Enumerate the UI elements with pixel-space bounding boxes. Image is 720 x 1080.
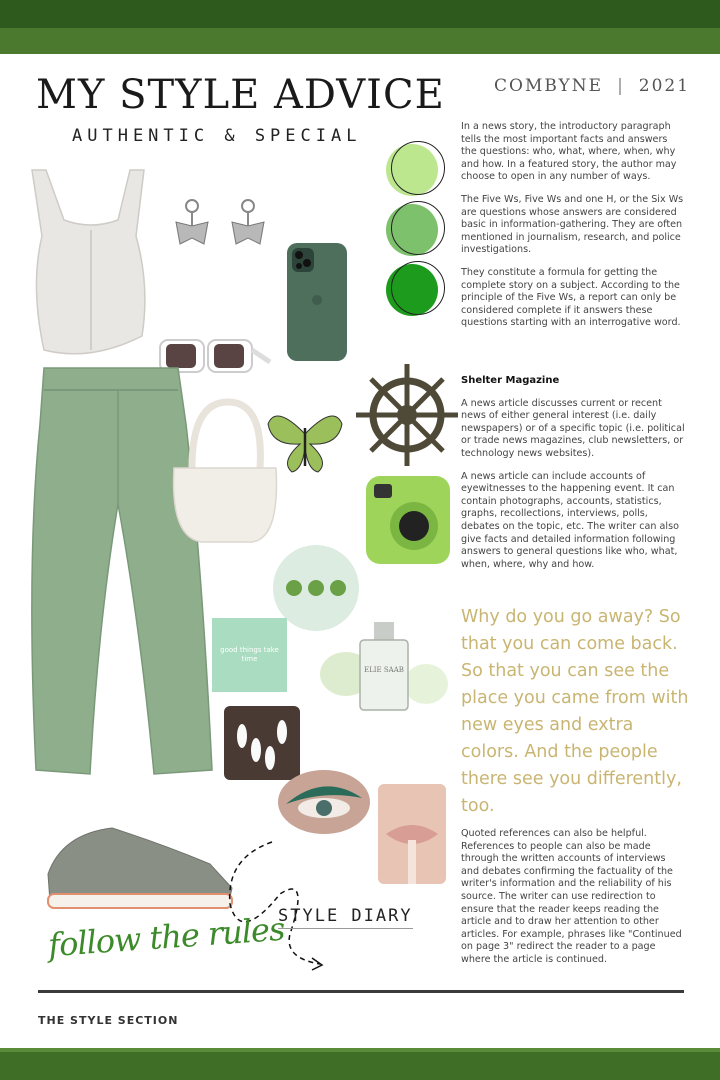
article-column-middle bbox=[461, 375, 685, 581]
footer-rule bbox=[38, 990, 684, 993]
shoulder-bag-image bbox=[168, 398, 282, 544]
corset-top-image bbox=[24, 166, 158, 358]
follow-rules-script: follow the rules bbox=[46, 909, 286, 965]
perfume-image bbox=[316, 614, 452, 734]
bottom-band-dark bbox=[0, 1052, 720, 1080]
ship-wheel-image bbox=[354, 362, 460, 468]
phone-case-image bbox=[286, 242, 348, 362]
butterfly-earrings-image bbox=[172, 196, 272, 274]
perfume-label: ELIE SAAB bbox=[364, 666, 404, 674]
brand-line bbox=[494, 76, 690, 96]
footer-section-label: THE STYLE SECTION bbox=[38, 1014, 179, 1027]
top-band-dark bbox=[0, 0, 720, 28]
article-paragraph-6: Quoted references can also be helpful. References to people can also be made through the written accounts of interviews and debates confirming the factuality of the writer's information and the reliability of his source. The writer can use redirection to ensure that the reader keeps reading the article and to draw her attention to other articles. For example, phrases like "Continued on page 3" redirect the reader to a page where the article is continued. bbox=[461, 828, 682, 965]
dashed-arrow-decoration bbox=[220, 834, 330, 974]
page-title: MY STYLE ADVICE bbox=[36, 72, 445, 118]
article-heading: Shelter Magazine bbox=[461, 375, 560, 386]
article-paragraph-5: A news article can include accounts of eyewitnesses to the happening event. It can contain photographs, accounts, statistics, graphs, recollections, interviews, polls, debates on the topic, etc. The writer can also give facts and detailed information following answers to general questions like who, what, when, where, why and how. bbox=[461, 470, 679, 570]
page-subtitle: AUTHENTIC & SPECIAL bbox=[72, 126, 362, 146]
article-paragraph-4: A news article discusses current or recent news of either general interest (i.e. daily newspapers) or of a specific topic (i.e. political or trade news magazines, club newsletters, or technology news websites). bbox=[461, 397, 685, 459]
article-paragraph-1: In a news story, the introductory paragraph tells the most important facts and answers the questions: who, what, where, when, why and how. In a featured story, the author may choose to open in any number of ways. bbox=[461, 121, 677, 183]
lip-gloss-image bbox=[378, 784, 446, 884]
butterfly-image bbox=[266, 410, 344, 476]
article-column-top bbox=[461, 121, 685, 340]
article-column-bottom bbox=[461, 828, 685, 977]
style-diary-label: STYLE DIARY bbox=[278, 906, 413, 929]
eye-makeup-image bbox=[276, 768, 372, 836]
swatch-bright-green bbox=[386, 264, 438, 316]
brand-separator: | bbox=[617, 76, 625, 96]
article-paragraph-2: The Five Ws, Five Ws and one H, or the Six Ws are questions whose answers are considered basic in information-gathering. They are often mentioned in journalism, research, and police investigations. bbox=[461, 193, 684, 256]
brand-name: COMBYNE bbox=[494, 76, 604, 96]
pull-quote: Why do you go away? So that you can come back. So that you can see the place you came from with new eyes and extra colors. And the people there see you differently, too. bbox=[461, 607, 689, 816]
brand-year: 2021 bbox=[638, 76, 691, 96]
sneakers-image bbox=[42, 814, 238, 918]
swatch-light-green bbox=[386, 144, 438, 196]
swatch-medium-green bbox=[386, 204, 438, 256]
top-band-light bbox=[0, 28, 720, 54]
article-paragraph-3: They constitute a formula for getting the complete story on a subject. According to the principle of the Five Ws, a report can only be considered complete if it answers these questions starting with an interrogative word. bbox=[461, 266, 681, 329]
good-things-card: good things take time bbox=[212, 618, 287, 692]
instant-camera-image bbox=[364, 470, 452, 566]
